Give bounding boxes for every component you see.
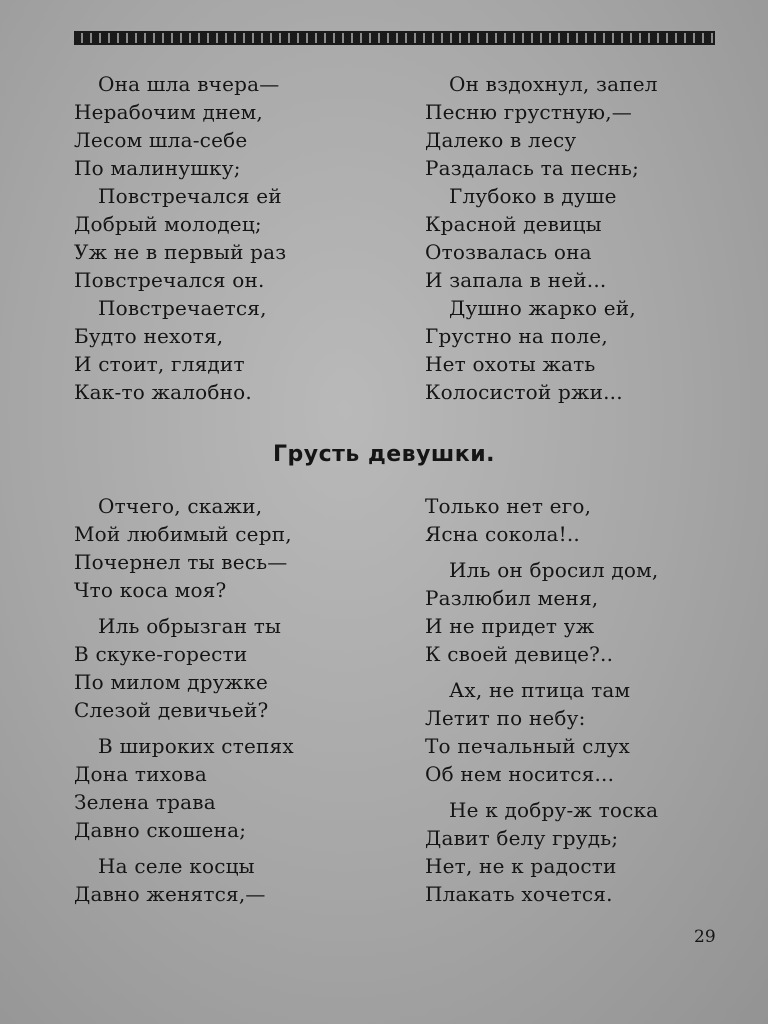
verse-line: Нет, не к радости	[425, 854, 617, 878]
verse-line: Повстречался ей	[98, 184, 282, 208]
verse-line: Что коса моя?	[74, 578, 227, 602]
verse-line: Иль он бросил дом,	[449, 558, 659, 582]
verse-line: То печальный слух	[425, 734, 630, 758]
verse-line: Грустно на поле,	[425, 324, 608, 348]
verse-line: Раздалась та песнь;	[425, 156, 640, 180]
verse-line: И не придет уж	[425, 614, 595, 638]
poem-title: Грусть девушки.	[273, 442, 495, 467]
verse-line: Лесом шла-себе	[74, 128, 248, 152]
verse-line: По милом дружке	[74, 670, 269, 694]
verse-line: Уж не в первый раз	[74, 240, 287, 264]
verse-line: Давит белу грудь;	[425, 826, 619, 850]
verse-line: Мой любимый серп,	[74, 522, 292, 546]
verse-line: Плакать хочется.	[425, 882, 613, 906]
verse-line: Нерабочим днем,	[74, 100, 263, 124]
poem-bottom-right-column	[425, 492, 735, 908]
verse-line: Зелена трава	[74, 790, 216, 814]
verse-line: На селе косцы	[98, 854, 255, 878]
verse-line: По малинушку;	[74, 156, 241, 180]
verse-line: Повстречается,	[98, 296, 267, 320]
poem-top-right-column	[425, 70, 735, 406]
verse-line: Нет охоты жать	[425, 352, 596, 376]
verse-line: Как-то жалобно.	[74, 380, 252, 404]
verse-line: Он вздохнул, запел	[449, 72, 658, 96]
verse-line: Ясна сокола!..	[425, 522, 580, 546]
verse-line: И запала в ней...	[425, 268, 607, 292]
verse-line: Колосистой ржи...	[425, 380, 623, 404]
verse-line: Глубоко в душе	[449, 184, 617, 208]
poem-bottom-left-column	[74, 492, 384, 908]
verse-line: Не к добру-ж тоска	[449, 798, 659, 822]
verse-line: Дона тихова	[74, 762, 208, 786]
verse-line: Будто нехотя,	[74, 324, 224, 348]
decorative-border-ornament	[74, 31, 715, 45]
verse-line: Далеко в лесу	[425, 128, 577, 152]
verse-line: Красной девицы	[425, 212, 602, 236]
verse-line: И стоит, глядит	[74, 352, 245, 376]
verse-line: Отчего, скажи,	[98, 494, 263, 518]
verse-line: Давно скошена;	[74, 818, 247, 842]
verse-line: Душно жарко ей,	[449, 296, 636, 320]
verse-line: Летит по небу:	[425, 706, 586, 730]
verse-line: Об нем носится...	[425, 762, 615, 786]
verse-line: В широких степях	[98, 734, 294, 758]
verse-line: Добрый молодец;	[74, 212, 262, 236]
verse-line: Слезой девичьей?	[74, 698, 269, 722]
page-number: 29	[694, 927, 716, 947]
verse-line: Почернел ты весь—	[74, 550, 288, 574]
verse-line: К своей девице?..	[425, 642, 614, 666]
verse-line: Повстречался он.	[74, 268, 265, 292]
verse-line: Отозвалась она	[425, 240, 592, 264]
verse-line: Ах, не птица там	[449, 678, 631, 702]
verse-line: Песню грустную,—	[425, 100, 632, 124]
verse-line: Давно женятся,—	[74, 882, 266, 906]
verse-line: Иль обрызган ты	[98, 614, 282, 638]
verse-line: Разлюбил меня,	[425, 586, 599, 610]
poem-top-left-column	[74, 70, 384, 406]
verse-line: Она шла вчера—	[98, 72, 280, 96]
verse-line: Только нет его,	[425, 494, 592, 518]
verse-line: В скуке-горести	[74, 642, 248, 666]
